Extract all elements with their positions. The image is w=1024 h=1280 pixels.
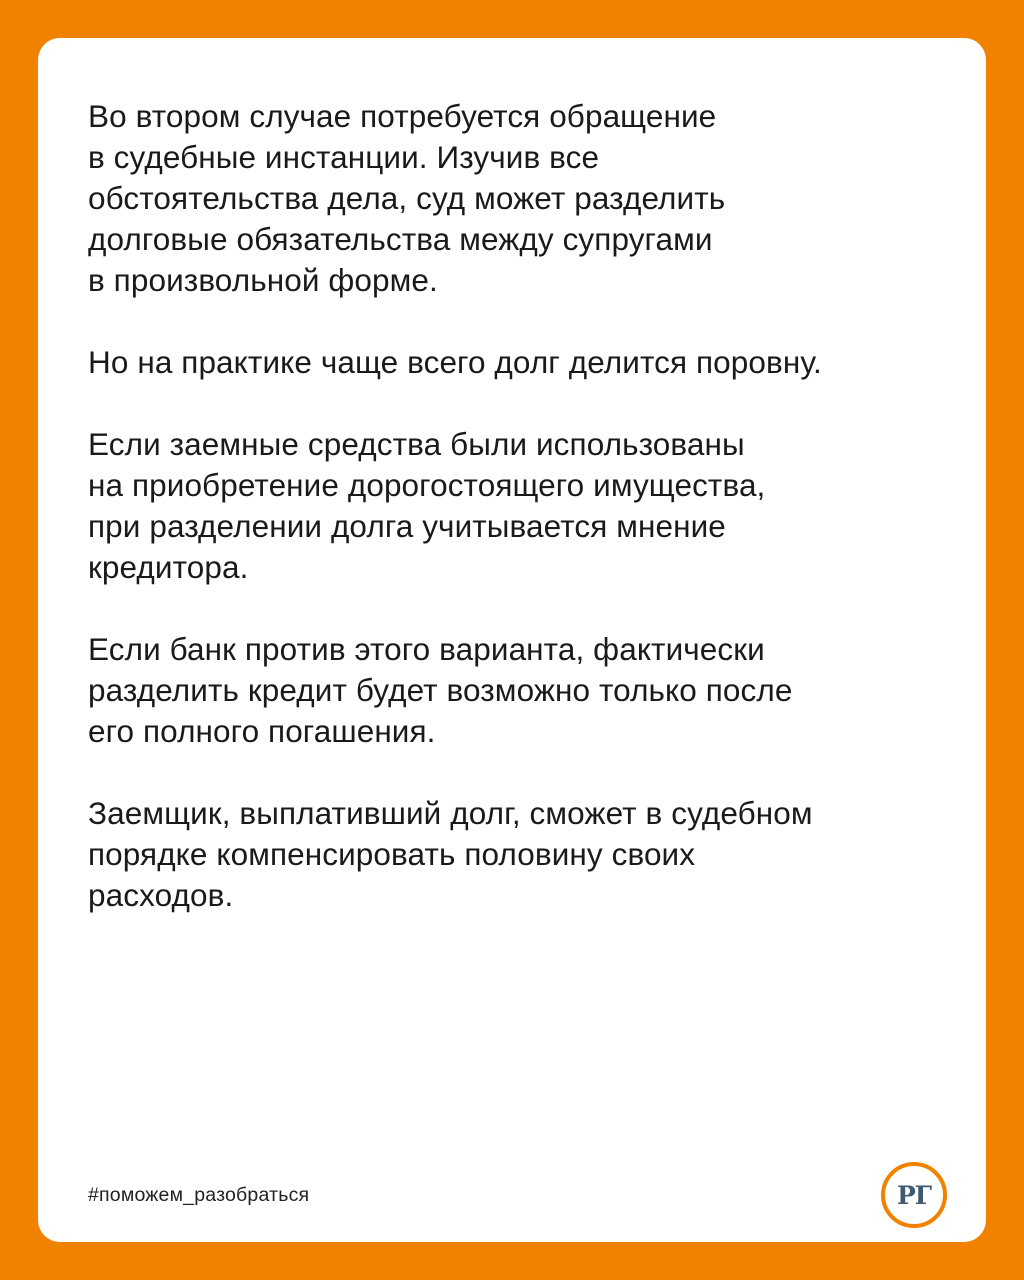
paragraph-bank-objection (88, 629, 968, 752)
hashtag-label: #поможем_разобраться (88, 1184, 310, 1206)
paragraph-compensation (88, 793, 968, 916)
text-line: кредитора. (88, 549, 249, 585)
text-line: Если заемные средства были использованы (88, 426, 745, 462)
rg-logo-icon (881, 1162, 947, 1228)
text-line: Если банк против этого варианта, фактически (88, 631, 765, 667)
text-line: в судебные инстанции. Изучив все (88, 139, 600, 175)
article-text (88, 96, 968, 957)
paragraph-court-division (88, 96, 968, 301)
text-line: Во втором случае потребуется обращение (88, 98, 717, 134)
text-line: порядке компенсировать половину своих (88, 836, 696, 872)
text-line: обстоятельства дела, суд может разделить (88, 180, 726, 216)
text-line: разделить кредит будет возможно только после (88, 672, 793, 708)
text-line: расходов. (88, 877, 234, 913)
text-line: Но на практике чаще всего долг делится поровну. (88, 344, 822, 380)
logo-text: РГ (896, 1180, 932, 1210)
text-line: Заемщик, выплативший долг, сможет в судебном (88, 795, 813, 831)
content-card (38, 38, 986, 1242)
text-line: при разделении долга учитывается мнение (88, 508, 726, 544)
text-line: долговые обязательства между супругами (88, 221, 713, 257)
text-line: на приобретение дорогостоящего имущества, (88, 467, 766, 503)
paragraph-equal-split (88, 342, 968, 383)
text-line: в произвольной форме. (88, 262, 438, 298)
paragraph-creditor-opinion (88, 424, 968, 588)
text-line: его полного погашения. (88, 713, 436, 749)
